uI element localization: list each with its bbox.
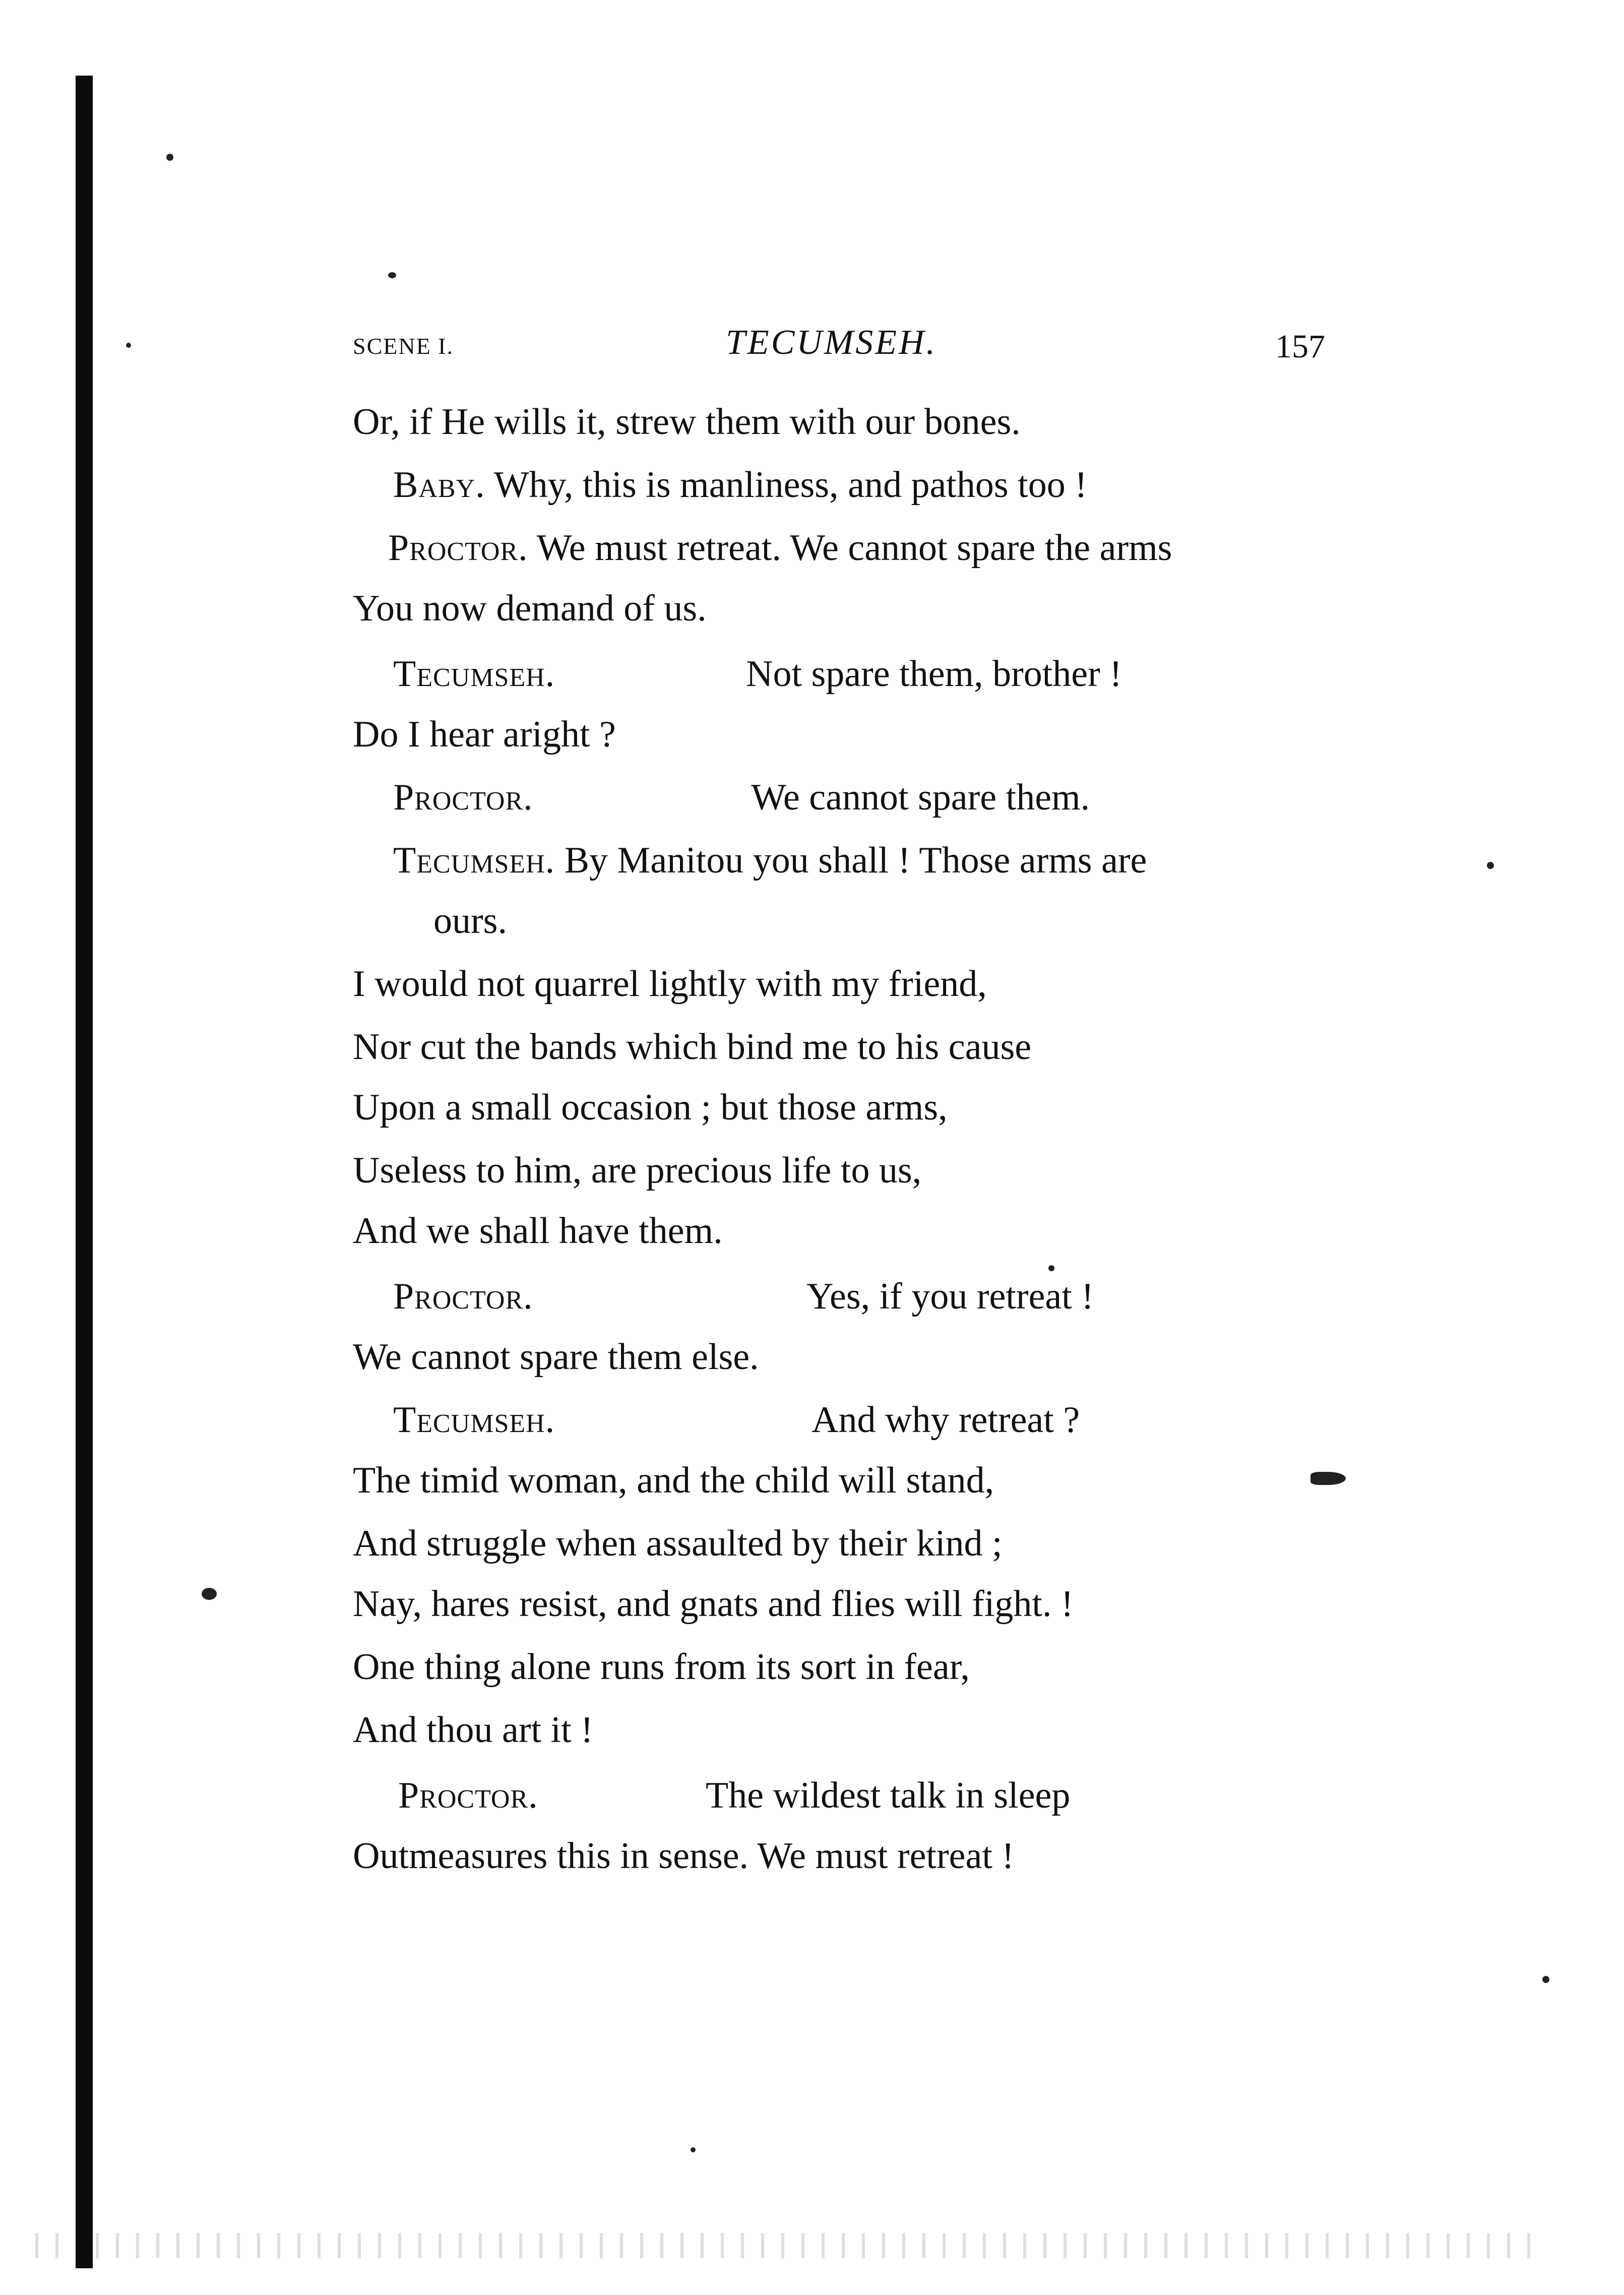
speaker-name: Baby. bbox=[393, 464, 485, 506]
speech-line bbox=[388, 529, 1172, 567]
speech-line bbox=[393, 842, 1147, 879]
speech-line bbox=[393, 1278, 533, 1315]
verse-line bbox=[353, 716, 616, 753]
line-text: Upon a small occasion ; but those arms, bbox=[353, 1087, 948, 1128]
page-number: 157 bbox=[1275, 328, 1325, 365]
verse-line bbox=[746, 655, 1122, 693]
scan-speck bbox=[1310, 1472, 1346, 1485]
verse-line bbox=[353, 1152, 921, 1189]
speech-line bbox=[393, 466, 1087, 504]
line-text: One thing alone runs from its sort in fear, bbox=[353, 1646, 970, 1688]
scan-speck bbox=[1048, 1265, 1054, 1271]
speech-line bbox=[393, 779, 533, 816]
verse-line bbox=[353, 403, 1021, 441]
line-text: By Manitou you shall ! Those arms are bbox=[555, 840, 1147, 881]
verse-line bbox=[806, 1278, 1094, 1315]
speaker-name: Tecumseh. bbox=[393, 653, 555, 695]
scan-speck bbox=[1487, 862, 1494, 869]
speaker-name: Tecumseh. bbox=[393, 840, 555, 881]
line-text: The wildest talk in sleep bbox=[706, 1775, 1071, 1816]
verse-line bbox=[433, 902, 507, 940]
verse-line bbox=[353, 1585, 1074, 1623]
scan-speck bbox=[691, 2147, 696, 2152]
speech-line bbox=[393, 655, 555, 693]
line-text: Outmeasures this in sense. We must retreat ! bbox=[353, 1835, 1015, 1877]
line-text: Do I hear aright ? bbox=[353, 714, 616, 755]
verse-line bbox=[353, 1338, 759, 1376]
line-text: Useless to him, are precious life to us, bbox=[353, 1150, 922, 1191]
verse-line bbox=[353, 1028, 1031, 1066]
line-text: You now demand of us. bbox=[353, 588, 707, 629]
verse-line bbox=[353, 1648, 970, 1686]
line-text: Yes, if you retreat ! bbox=[806, 1276, 1094, 1317]
page-binding-edge bbox=[76, 76, 93, 2268]
speech-line bbox=[398, 1777, 538, 1814]
verse-line bbox=[353, 1212, 723, 1250]
speaker-name: Proctor. bbox=[393, 777, 533, 818]
line-text: And thou art it ! bbox=[353, 1709, 593, 1751]
line-text: I would not quarrel lightly with my friend, bbox=[353, 963, 987, 1005]
verse-line bbox=[353, 1089, 948, 1126]
line-text: We must retreat. We cannot spare the arms bbox=[528, 527, 1172, 569]
verse-line bbox=[353, 1711, 593, 1749]
verse-line bbox=[353, 1462, 994, 1499]
verse-line bbox=[353, 590, 707, 627]
verse-line bbox=[751, 779, 1090, 816]
running-header bbox=[0, 323, 1624, 373]
scan-bottom-noise bbox=[35, 2233, 1547, 2258]
line-text: The timid woman, and the child will stand, bbox=[353, 1460, 994, 1501]
speaker-name: Proctor. bbox=[393, 1276, 533, 1317]
line-text: And we shall have them. bbox=[353, 1210, 723, 1252]
speaker-name: Proctor. bbox=[398, 1775, 538, 1816]
speaker-name: Proctor. bbox=[388, 527, 528, 569]
verse-line bbox=[811, 1401, 1080, 1439]
verse-line bbox=[353, 1525, 1003, 1562]
scan-speck bbox=[126, 343, 131, 348]
speech-line bbox=[393, 1401, 555, 1439]
scan-speck bbox=[1542, 1976, 1549, 1983]
line-text: Why, this is manliness, and pathos too ! bbox=[485, 464, 1087, 506]
line-text: ours. bbox=[433, 900, 507, 942]
line-text: And struggle when assaulted by their kind ; bbox=[353, 1523, 1003, 1564]
scan-speck bbox=[388, 272, 396, 278]
speaker-name: Tecumseh. bbox=[393, 1399, 555, 1441]
line-text: And why retreat ? bbox=[811, 1399, 1080, 1441]
header-scene: SCENE I. bbox=[353, 333, 454, 359]
line-text: Not spare them, brother ! bbox=[746, 653, 1122, 695]
header-title: TECUMSEH. bbox=[726, 323, 938, 362]
line-text: Or, if He wills it, strew them with our bones. bbox=[353, 401, 1021, 443]
line-text: Nor cut the bands which bind me to his cause bbox=[353, 1026, 1032, 1068]
line-text: We cannot spare them. bbox=[751, 777, 1090, 818]
verse-line bbox=[353, 1837, 1014, 1875]
scan-speck bbox=[166, 154, 173, 161]
line-text: We cannot spare them else. bbox=[353, 1336, 759, 1378]
line-text: Nay, hares resist, and gnats and flies will fight. ! bbox=[353, 1583, 1074, 1625]
verse-line bbox=[706, 1777, 1070, 1814]
verse-line bbox=[353, 965, 987, 1003]
scan-speck bbox=[202, 1588, 217, 1600]
